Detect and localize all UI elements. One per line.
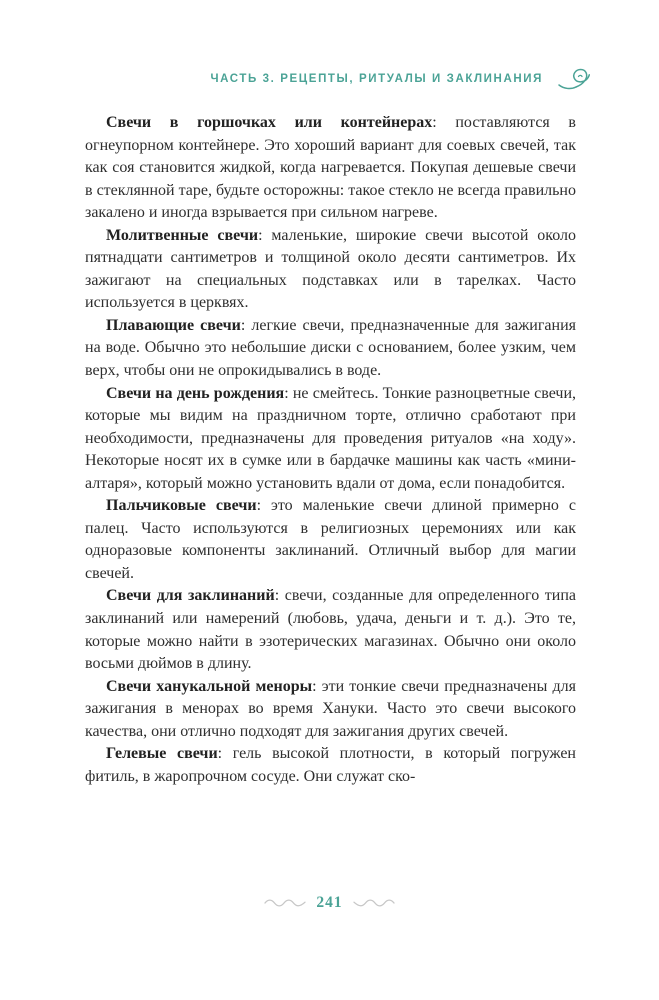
paragraph-text: : свечи, созданные для определенного типа заклинаний или намерений (любовь, удача, деньги и т. д.). Это те, которые можно найти в эзотерических магазинах. Обычно они около восьми дюймов в длину. [85, 587, 576, 673]
wave-ornament-right-icon [353, 898, 395, 908]
page-number: 241 [316, 894, 343, 911]
paragraph [85, 315, 576, 383]
paragraph-text: : легкие свечи, предназначенные для зажигания на воде. Обычно это небольшие диски с основанием, более узким, чем верх, чтобы они не опрокидывались в воде. [85, 316, 576, 380]
paragraph-text: : поставляются в огнеупорном контейнере. Это хороший вариант для соевых свечей, так как соя становится жидкой, когда нагревается. Покупая дешевые свечи в стеклянной таре, будьте осторожны: такое стекло не всегда правильно закалено и иногда взрывается при сильном нагреве. [85, 114, 576, 222]
paragraph-lead: Свечи на день рождения [106, 384, 285, 402]
paragraph-text: : эти тонкие свечи предназначены для зажигания в менорах во время Хануки. Часто это свечи высокого качества, они отлично подходят для зажигания других свечей. [85, 677, 577, 740]
chapter-title: ЧАСТЬ 3. РЕЦЕПТЫ, РИТУАЛЫ И ЗАКЛИНАНИЯ [210, 73, 543, 85]
paragraph-lead: Свечи ханукальной меноры [106, 677, 313, 695]
paragraph-text: : гель высокой плотности, в который погружен фитиль, в жаропрочном сосуде. Они служат ско- [85, 745, 576, 785]
paragraph-text: : это маленькие свечи длиной примерно с палец. Часто используются в религиозных церемониях или как одноразовые компоненты заклинаний. Отличный выбор для магии свечей. [85, 497, 577, 582]
paragraph-text: : маленькие, широкие свечи высотой около пятнадцати сантиметров и толщиной около десяти сантиметров. Их зажигают на специальных подставках или в тарелках. Часто используется в церквях. [85, 226, 576, 312]
paragraph [85, 676, 576, 744]
paragraph [85, 743, 576, 788]
paragraph-lead: Свечи для заклинаний [106, 587, 275, 605]
paragraph-lead: Пальчиковые свечи [106, 497, 257, 515]
paragraph-text: : не смейтесь. Тонкие разноцветные свечи, которые мы видим на праздничном торте, отлично сработают при необходимости, предназначены для проведения ритуалов «на ходу». Некоторые носят их в сумке или в бардачке машины как часть «мини-алтаря», который можно установить вдали от дома, если понадобится. [85, 384, 577, 492]
paragraph-lead: Плавающие свечи [106, 316, 241, 334]
page-footer [0, 894, 659, 912]
paragraph-lead: Молитвенные свечи [106, 226, 259, 244]
wave-ornament-left-icon [264, 898, 306, 908]
paragraph-lead: Гелевые свечи [106, 745, 218, 763]
paragraph [85, 225, 576, 315]
running-head [85, 66, 593, 92]
paragraph [85, 495, 576, 585]
paragraph [85, 112, 576, 225]
paragraph [85, 585, 576, 675]
paragraph-lead: Свечи в горшочках или контейнерах [106, 114, 433, 131]
swirl-flourish-icon [557, 66, 593, 92]
paragraph [85, 383, 576, 496]
page-body [85, 112, 576, 788]
